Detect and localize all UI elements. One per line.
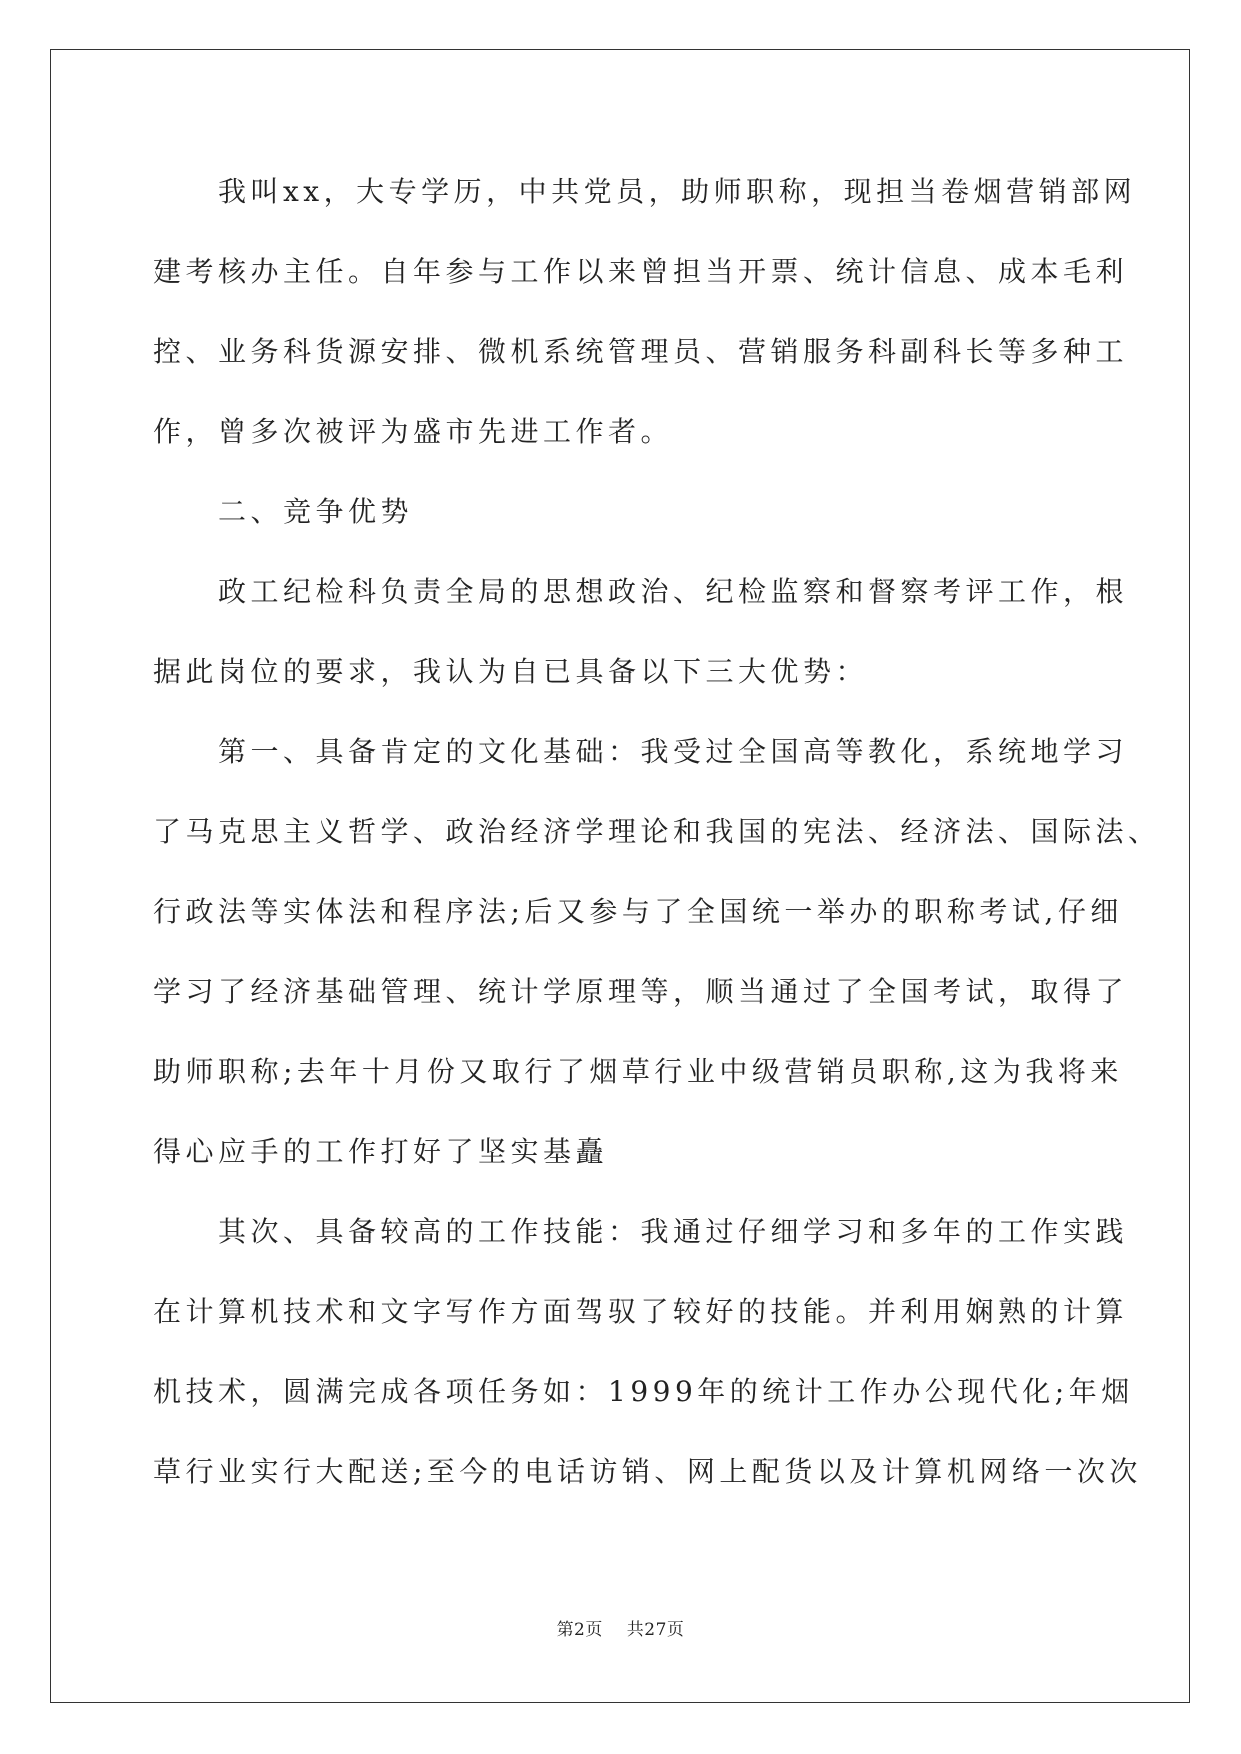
text-line: 控、业务科货源安排、微机系统管理员、营销服务科副科长等多种工 — [153, 335, 1129, 368]
text-line: 行政法等实体法和程序法;后又参与了全国统一举办的职称考试,仔细 — [153, 895, 1123, 928]
text-line: 我叫xx，大专学历，中共党员，助师职称，现担当卷烟营销部网 — [153, 175, 1137, 208]
page-total: 共27页 — [626, 1620, 685, 1640]
text-line: 草行业实行大配送;至今的电话访销、网上配货以及计算机网络一次次 — [153, 1455, 1142, 1488]
text-line: 政工纪检科负责全局的思想政治、纪检监察和督察考评工作，根 — [153, 575, 1129, 608]
text-line: 据此岗位的要求，我认为自已具备以下三大优势： — [153, 655, 869, 688]
text-line: 在计算机技术和文字写作方面驾驭了较好的技能。并利用娴熟的计算 — [153, 1295, 1129, 1328]
text-line: 学习了经济基础管理、统计学原理等，顺当通过了全国考试，取得了 — [153, 975, 1129, 1008]
text-line: 建考核办主任。自年参与工作以来曾担当开票、统计信息、成本毛利 — [153, 255, 1129, 288]
text-line: 得心应手的工作打好了坚实基矗 — [153, 1135, 609, 1168]
text-line: 助师职称;去年十月份又取行了烟草行业中级营销员职称,这为我将来 — [153, 1055, 1123, 1088]
text-line: 第一、具备肯定的文化基础：我受过全国高等教化，系统地学习 — [153, 735, 1129, 768]
section-heading: 二、竞争优势 — [153, 495, 414, 528]
page-footer — [0, 1615, 1241, 1640]
text-line: 机技术，圆满完成各项任务如：1999年的统计工作办公现代化;年烟 — [153, 1375, 1134, 1408]
document-body — [153, 152, 1161, 1512]
text-line: 其次、具备较高的工作技能：我通过仔细学习和多年的工作实践 — [153, 1215, 1129, 1248]
text-line: 作，曾多次被评为盛市先进工作者。 — [153, 415, 674, 448]
page-number: 第2页 — [556, 1620, 603, 1640]
text-line: 了马克思主义哲学、政治经济学理论和我国的宪法、经济法、国际法、 — [153, 815, 1161, 848]
